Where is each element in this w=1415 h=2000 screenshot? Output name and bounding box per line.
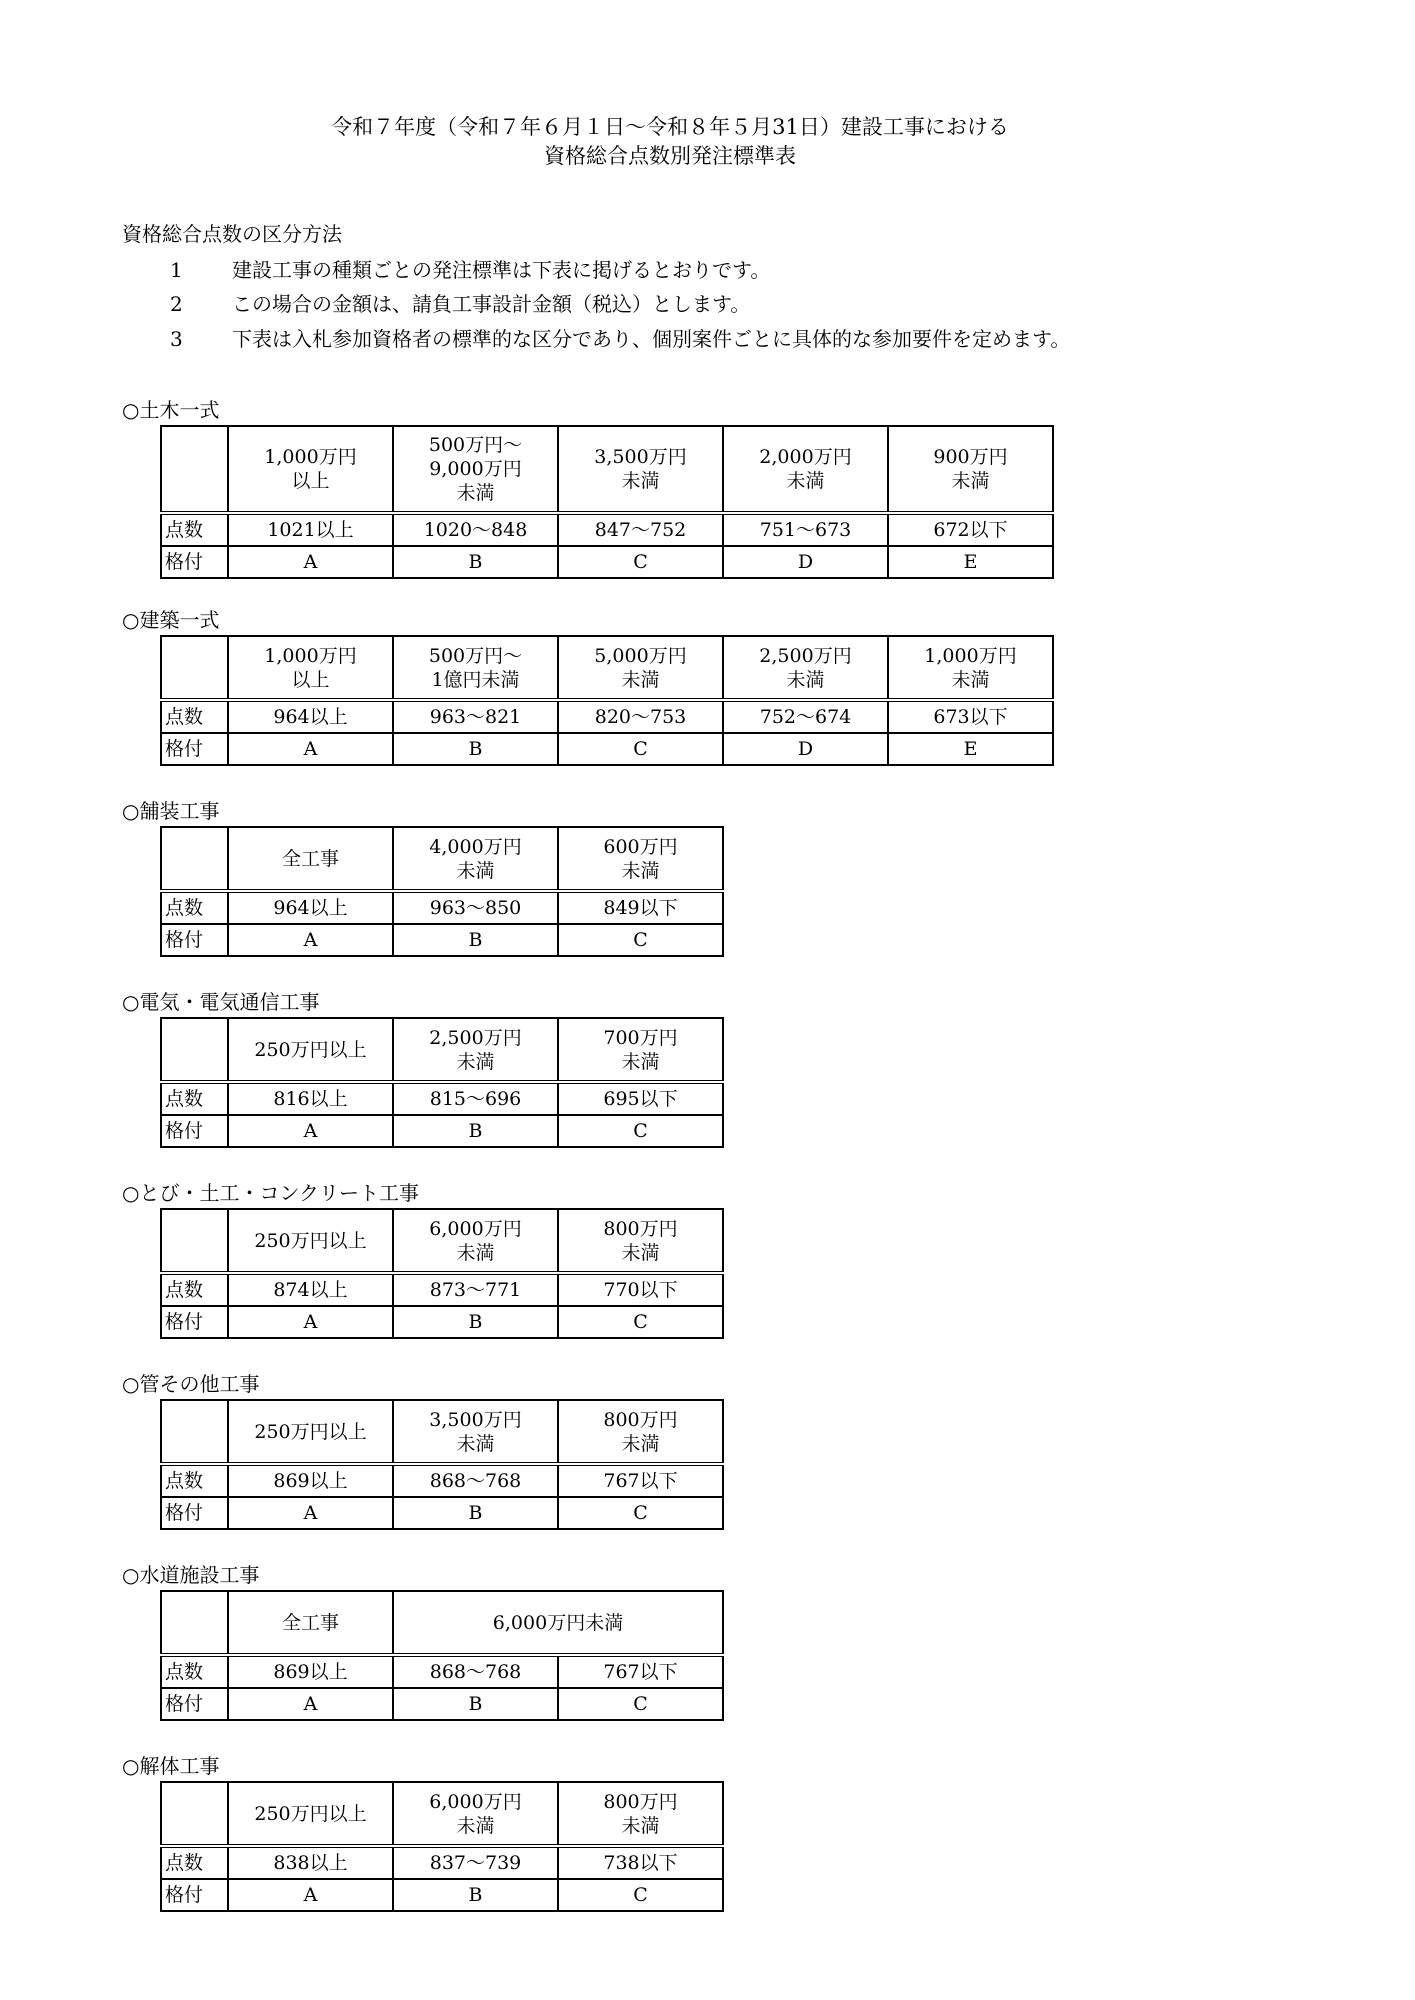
grade-cell: A (228, 924, 393, 956)
header-cell: 250万円以上 (228, 1400, 393, 1464)
section-title-tobi: ○とび・土工・コンクリート工事 (122, 1181, 420, 1205)
points-label: 点数 (161, 1846, 228, 1879)
points-label: 点数 (161, 513, 228, 546)
grade-cell: B (393, 1306, 558, 1338)
grade-cell: A (228, 1688, 393, 1720)
grade-cell: C (558, 924, 723, 956)
grade-cell: B (393, 733, 558, 765)
section-title-hosou: ○舗装工事 (122, 799, 220, 823)
grade-label: 格付 (161, 1306, 228, 1338)
header-cell: 900万円 未満 (888, 426, 1053, 513)
header-cell: 250万円以上 (228, 1782, 393, 1846)
points-cell: 964以上 (228, 700, 393, 733)
grade-cell: A (228, 733, 393, 765)
header-cell: 1,000万円 以上 (228, 426, 393, 513)
points-cell: 673以下 (888, 700, 1053, 733)
grade-label: 格付 (161, 1879, 228, 1911)
points-label: 点数 (161, 1082, 228, 1115)
points-cell: 869以上 (228, 1464, 393, 1497)
header-cell: 800万円 未満 (558, 1400, 723, 1464)
intro-item (170, 290, 750, 318)
header-cell: 2,000万円 未満 (723, 426, 888, 513)
grade-table-denki (160, 1017, 724, 1148)
header-cell: 全工事 (228, 1591, 393, 1655)
intro-item (170, 325, 1070, 353)
grade-cell: B (393, 924, 558, 956)
grade-cell: B (393, 1115, 558, 1147)
points-cell: 695以下 (558, 1082, 723, 1115)
header-cell: 全工事 (228, 827, 393, 891)
grade-table-kaitai (160, 1781, 724, 1912)
points-cell: 873～771 (393, 1273, 558, 1306)
section-title-kenchiku: ○建築一式 (122, 608, 220, 632)
intro-item (170, 256, 770, 284)
grade-cell: B (393, 1688, 558, 1720)
points-cell: 868～768 (393, 1655, 558, 1688)
header-cell: 2,500万円 未満 (723, 636, 888, 700)
header-cell: 6,000万円 未満 (393, 1209, 558, 1273)
points-cell: 963～821 (393, 700, 558, 733)
points-cell: 751～673 (723, 513, 888, 546)
points-cell: 767以下 (558, 1655, 723, 1688)
header-cell: 1,000万円 以上 (228, 636, 393, 700)
header-cell: 5,000万円 未満 (558, 636, 723, 700)
grade-label: 格付 (161, 546, 228, 578)
grade-cell: E (888, 546, 1053, 578)
points-label: 点数 (161, 1655, 228, 1688)
points-cell: 738以下 (558, 1846, 723, 1879)
intro-item-text: この場合の金額は、請負工事設計金額（税込）とします。 (232, 292, 751, 316)
header-cell: 250万円以上 (228, 1018, 393, 1082)
grade-cell: C (558, 1306, 723, 1338)
grade-table-suidou (160, 1590, 724, 1721)
grade-cell: B (393, 1497, 558, 1529)
grade-cell: D (723, 546, 888, 578)
header-cell: 500万円～ 9,000万円 未満 (393, 426, 558, 513)
grade-table-doboku (160, 425, 1054, 579)
header-cell: 800万円 未満 (558, 1209, 723, 1273)
header-cell: 600万円 未満 (558, 827, 723, 891)
header-blank-cell (161, 1591, 228, 1655)
grade-table-tobi (160, 1208, 724, 1339)
intro-heading: 資格総合点数の区分方法 (122, 222, 342, 246)
header-blank-cell (161, 426, 228, 513)
header-cell: 1,000万円 未満 (888, 636, 1053, 700)
intro-item-number: 3 (170, 327, 183, 351)
grade-cell: A (228, 1497, 393, 1529)
grade-cell: A (228, 1879, 393, 1911)
grade-cell: C (558, 546, 723, 578)
header-blank-cell (161, 1782, 228, 1846)
grade-label: 格付 (161, 733, 228, 765)
points-cell: 869以上 (228, 1655, 393, 1688)
grade-cell: D (723, 733, 888, 765)
points-cell: 820～753 (558, 700, 723, 733)
grade-label: 格付 (161, 1115, 228, 1147)
header-cell: 700万円 未満 (558, 1018, 723, 1082)
page-title: 令和７年度（令和７年６月１日～令和８年５月31日）建設工事における (331, 115, 1009, 139)
points-label: 点数 (161, 1464, 228, 1497)
points-label: 点数 (161, 891, 228, 924)
points-label: 点数 (161, 700, 228, 733)
section-title-denki: ○電気・電気通信工事 (122, 990, 320, 1014)
section-title-doboku: ○土木一式 (122, 398, 220, 422)
points-cell: 837～739 (393, 1846, 558, 1879)
grade-cell: C (558, 733, 723, 765)
header-cell: 2,500万円 未満 (393, 1018, 558, 1082)
points-cell: 770以下 (558, 1273, 723, 1306)
intro-item-number: 1 (170, 258, 183, 282)
header-cell: 4,000万円 未満 (393, 827, 558, 891)
points-cell: 868～768 (393, 1464, 558, 1497)
header-cell: 250万円以上 (228, 1209, 393, 1273)
header-cell: 800万円 未満 (558, 1782, 723, 1846)
header-cell: 3,500万円 未満 (558, 426, 723, 513)
points-cell: 767以下 (558, 1464, 723, 1497)
points-cell: 752～674 (723, 700, 888, 733)
header-cell: 6,000万円未満 (393, 1591, 723, 1655)
points-cell: 1021以上 (228, 513, 393, 546)
points-cell: 874以上 (228, 1273, 393, 1306)
grade-table-kan (160, 1399, 724, 1530)
header-blank-cell (161, 1209, 228, 1273)
grade-label: 格付 (161, 1688, 228, 1720)
points-label: 点数 (161, 1273, 228, 1306)
grade-cell: C (558, 1497, 723, 1529)
grade-cell: C (558, 1688, 723, 1720)
section-title-kan: ○管その他工事 (122, 1372, 260, 1396)
grade-cell: B (393, 1879, 558, 1911)
header-cell: 500万円～ 1億円未満 (393, 636, 558, 700)
points-cell: 849以下 (558, 891, 723, 924)
grade-cell: E (888, 733, 1053, 765)
intro-item-number: 2 (170, 292, 183, 316)
points-cell: 815～696 (393, 1082, 558, 1115)
header-blank-cell (161, 827, 228, 891)
grade-table-hosou (160, 826, 724, 957)
grade-cell: A (228, 546, 393, 578)
grade-cell: A (228, 1306, 393, 1338)
points-cell: 816以上 (228, 1082, 393, 1115)
points-cell: 1020～848 (393, 513, 558, 546)
intro-item-text: 下表は入札参加資格者の標準的な区分であり、個別案件ごとに具体的な参加要件を定めます。 (232, 327, 1071, 351)
grade-cell: C (558, 1879, 723, 1911)
section-title-kaitai: ○解体工事 (122, 1754, 220, 1778)
points-cell: 847～752 (558, 513, 723, 546)
grade-cell: C (558, 1115, 723, 1147)
header-cell: 6,000万円 未満 (393, 1782, 558, 1846)
grade-label: 格付 (161, 924, 228, 956)
grade-table-kenchiku (160, 635, 1054, 766)
intro-item-text: 建設工事の種類ごとの発注標準は下表に掲げるとおりです。 (232, 258, 771, 282)
header-blank-cell (161, 636, 228, 700)
points-cell: 838以上 (228, 1846, 393, 1879)
grade-label: 格付 (161, 1497, 228, 1529)
points-cell: 672以下 (888, 513, 1053, 546)
header-blank-cell (161, 1400, 228, 1464)
grade-cell: A (228, 1115, 393, 1147)
points-cell: 963～850 (393, 891, 558, 924)
header-blank-cell (161, 1018, 228, 1082)
points-cell: 964以上 (228, 891, 393, 924)
header-cell: 3,500万円 未満 (393, 1400, 558, 1464)
grade-cell: B (393, 546, 558, 578)
page-subtitle: 資格総合点数別発注標準表 (544, 144, 796, 168)
section-title-suidou: ○水道施設工事 (122, 1563, 260, 1587)
